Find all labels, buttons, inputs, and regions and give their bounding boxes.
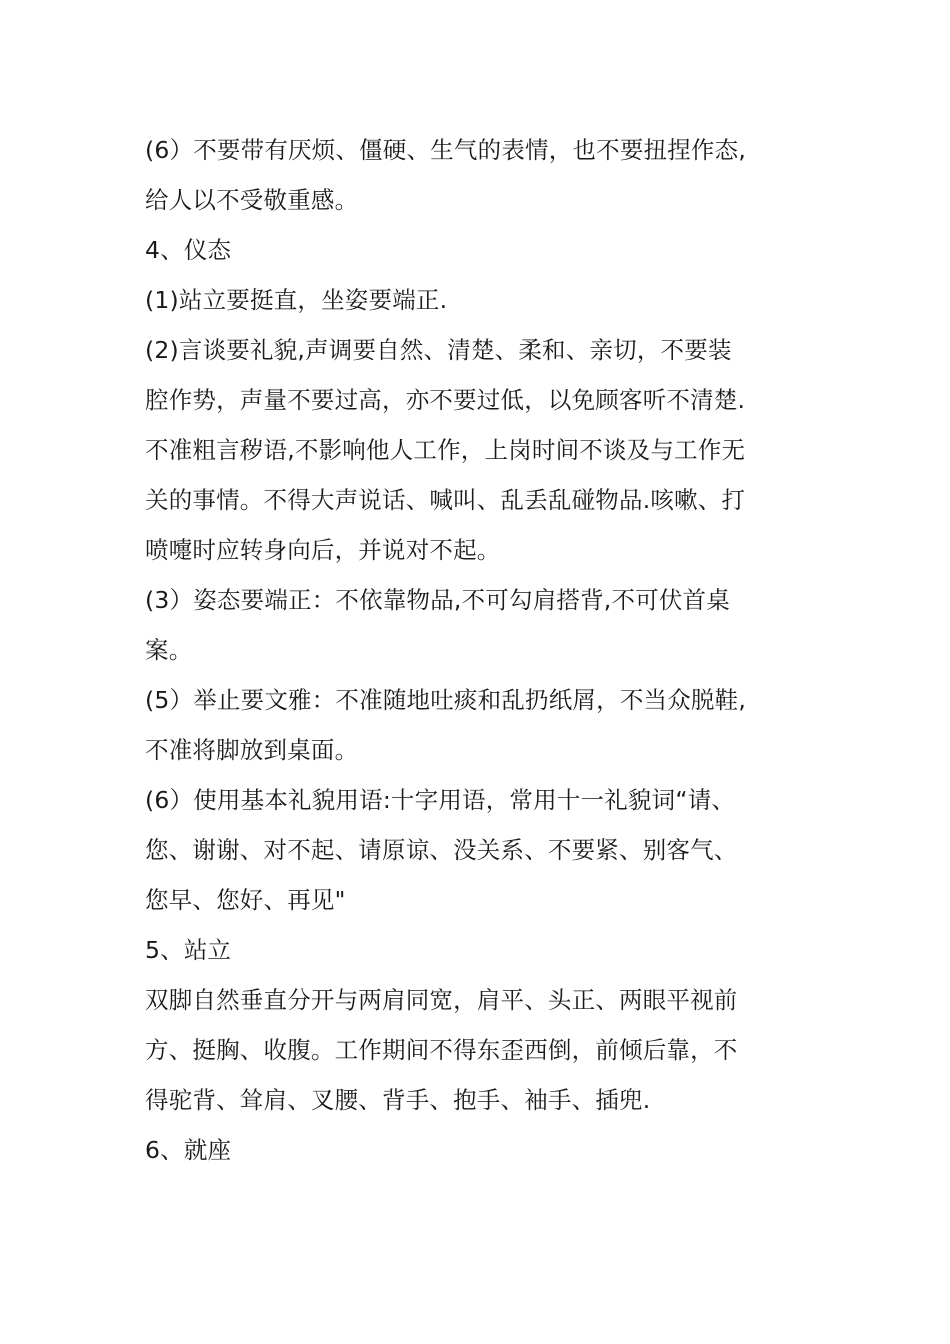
- text-line: 不准将脚放到桌面。: [145, 736, 359, 764]
- text-line: (6）使用基本礼貌用语:十字用语，常用十一礼貌词“请、: [145, 786, 736, 814]
- text-line: 不准粗言秽语,不影响他人工作，上岗时间不谈及与工作无: [145, 436, 746, 464]
- section-heading: 5、站立: [145, 936, 232, 964]
- document-body: [145, 125, 810, 1175]
- text-line: 您早、您好、再见": [145, 886, 346, 914]
- section-heading: 4、仪态: [145, 236, 232, 264]
- text-line: 双脚自然垂直分开与两肩同宽，肩平、头正、两眼平视前: [145, 986, 738, 1014]
- text-line: 关的事情。不得大声说话、喊叫、乱丢乱碰物品.咳嗽、打: [145, 486, 746, 514]
- text-line: 给人以不受敬重感。: [145, 186, 359, 214]
- text-line: 得驼背、耸肩、叉腰、背手、抱手、袖手、插兜.: [145, 1086, 651, 1114]
- section-heading: 6、就座: [145, 1136, 232, 1164]
- text-line: (5）举止要文雅：不准随地吐痰和乱扔纸屑，不当众脱鞋,: [145, 686, 746, 714]
- text-line: (1)站立要挺直，坐姿要端正.: [145, 286, 448, 314]
- text-line: 方、挺胸、收腹。工作期间不得东歪西倒，前倾后靠，不: [145, 1036, 738, 1064]
- text-line: 腔作势，声量不要过高，亦不要过低，以免顾客听不清楚.: [145, 386, 746, 414]
- text-line: (3）姿态要端正：不依靠物品,不可勾肩搭背,不可伏首桌: [145, 586, 730, 614]
- text-line: (2)言谈要礼貌,声调要自然、清楚、柔和、亲切，不要装: [145, 336, 732, 364]
- text-line: (6）不要带有厌烦、僵硬、生气的表情，也不要扭捏作态,: [145, 136, 746, 164]
- text-line: 您、谢谢、对不起、请原谅、没关系、不要紧、别客气、: [145, 836, 738, 864]
- text-line: 案。: [145, 636, 193, 664]
- text-line: 喷嚏时应转身向后，并说对不起。: [145, 536, 501, 564]
